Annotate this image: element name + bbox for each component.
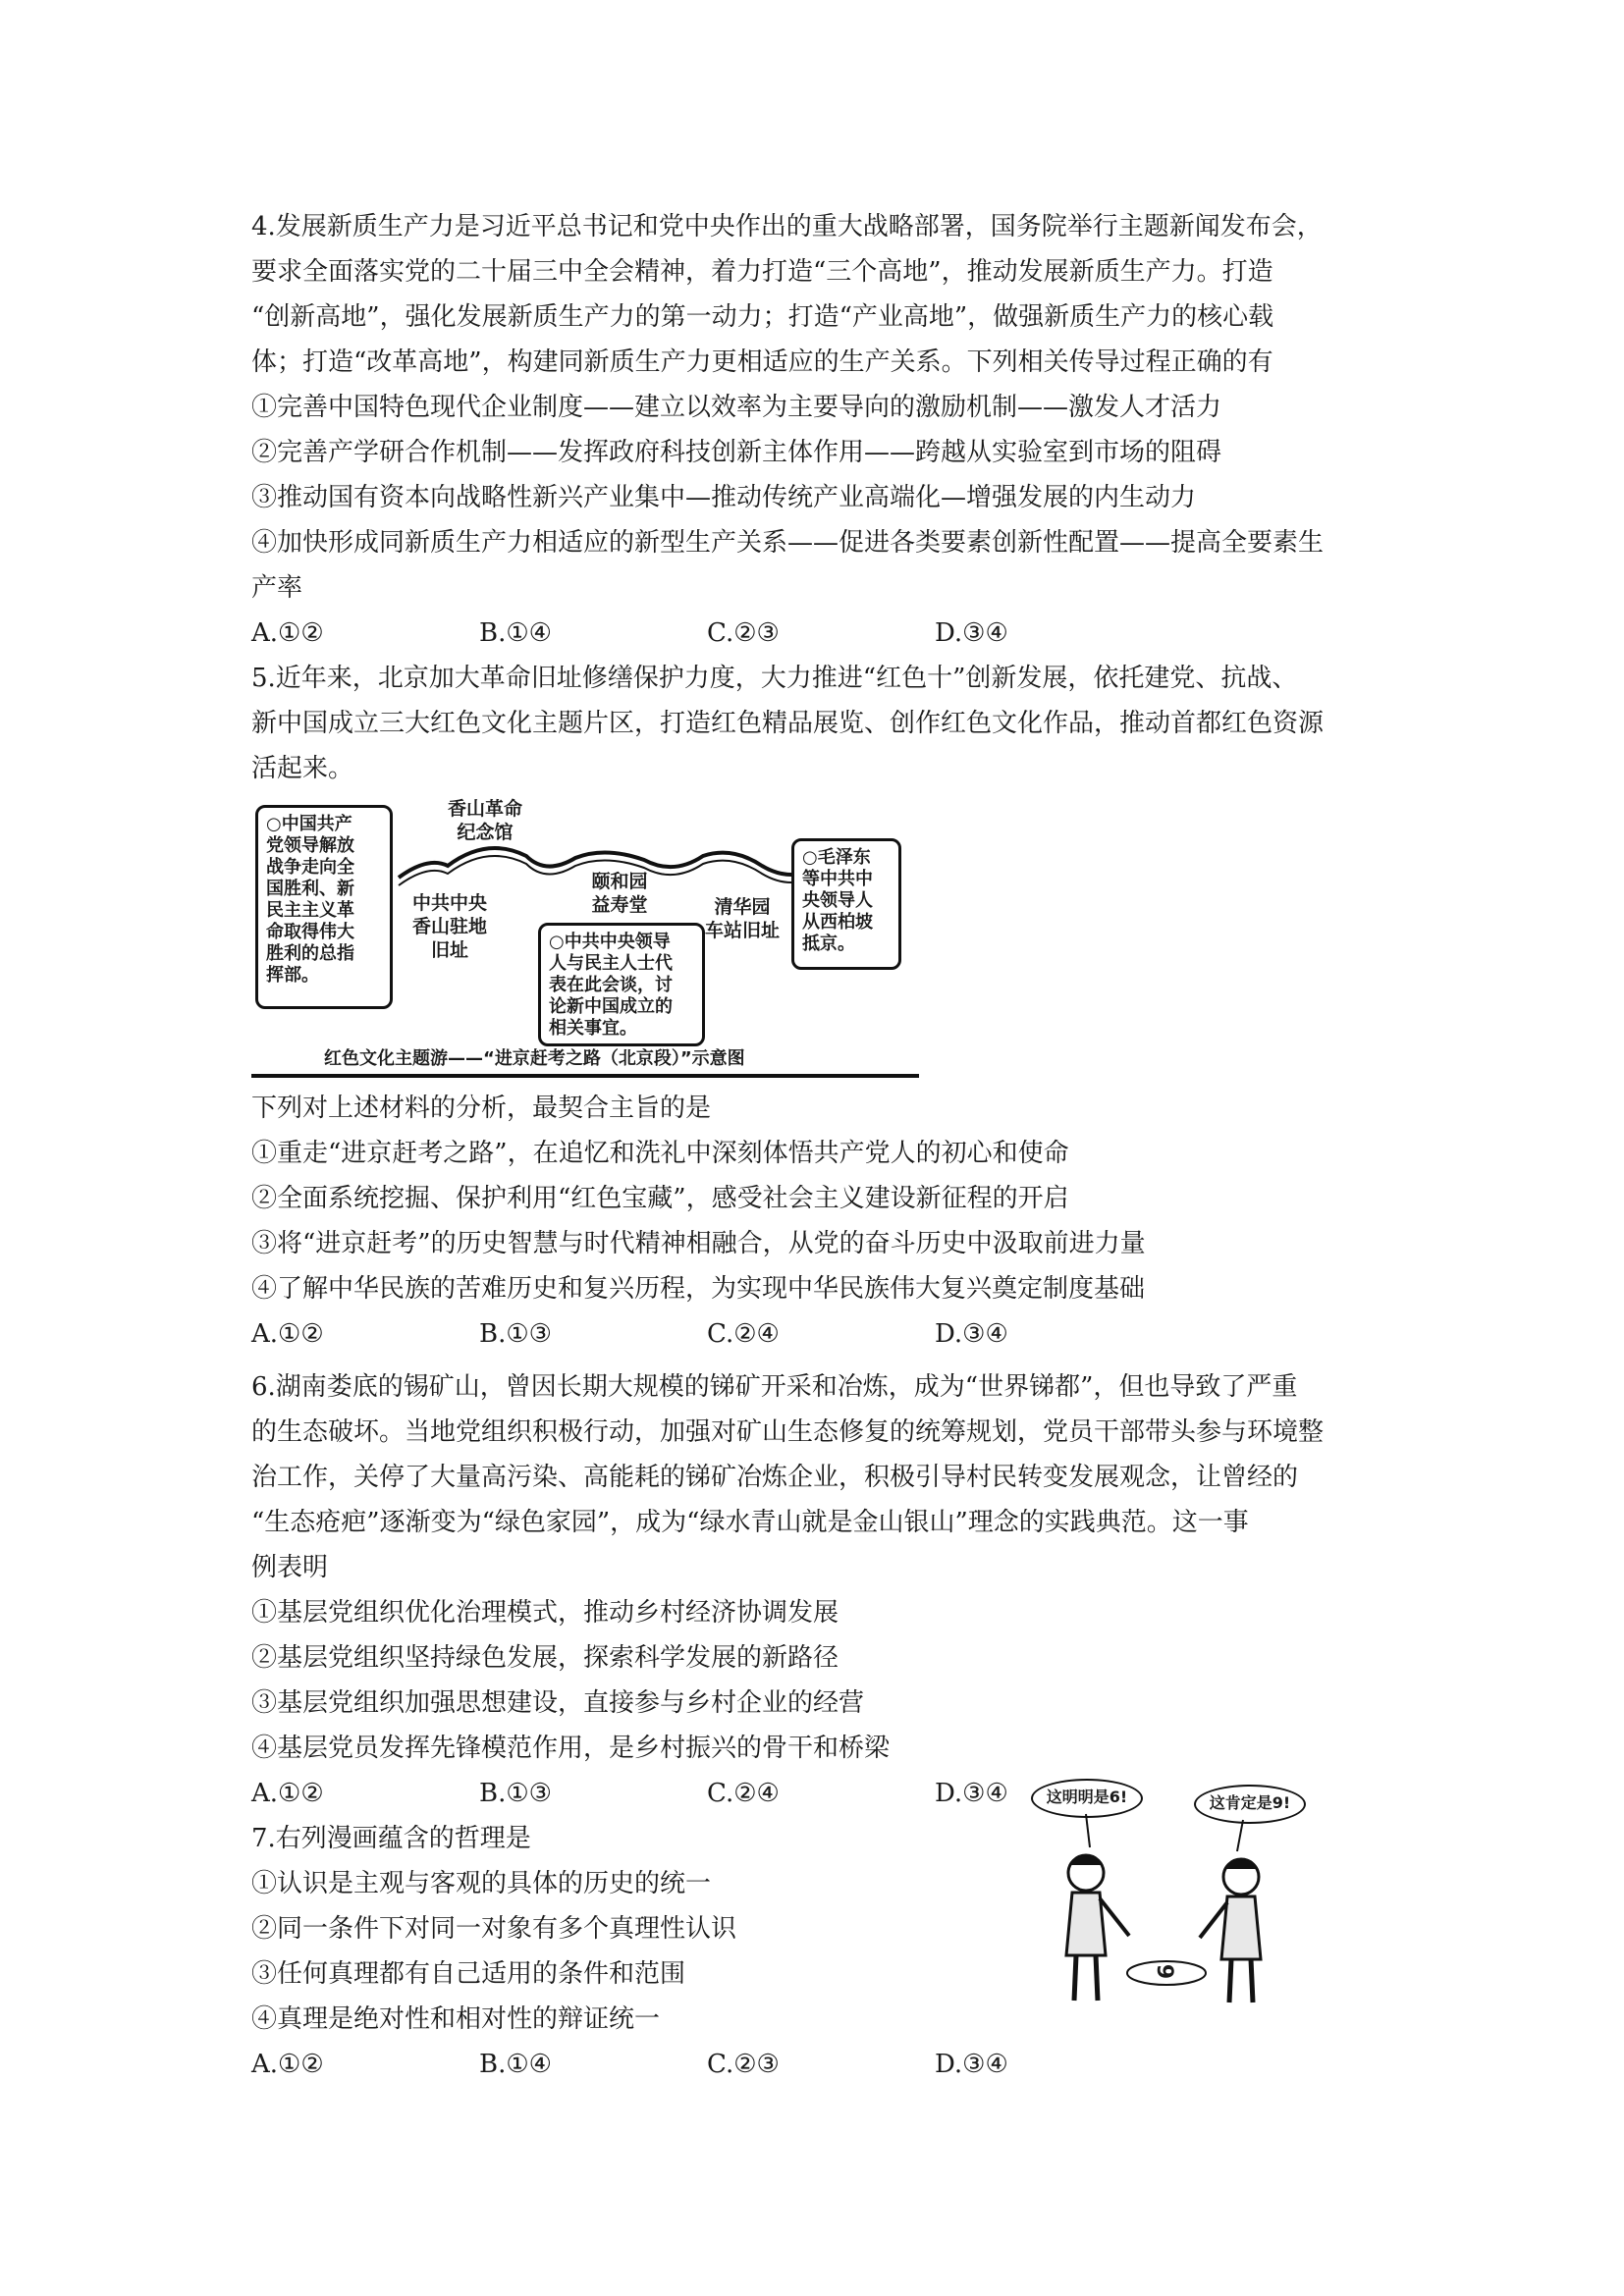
q5-statement-3: ③将“进京赶考”的历史智慧与时代精神相融合，从党的奋斗历史中汲取前进力量: [251, 1229, 1146, 1258]
q4-line: 4.发展新质生产力是习近平总书记和党中央作出的重大战略部署，国务院举行主题新闻发布会，: [251, 212, 1323, 241]
box2-line: 表在此会谈，讨: [549, 975, 673, 995]
question-5: [251, 656, 1390, 791]
question-6: [251, 1364, 1390, 1816]
q4-statement-4: ④加快形成同新质生产力相适应的新型生产关系——促进各类要素创新性配置——提高全要素生: [251, 528, 1325, 558]
box2-line: 论新中国成立的: [549, 996, 673, 1017]
option-a: A.①②: [251, 618, 324, 648]
option-c: C.②④: [707, 1779, 780, 1808]
option-a: A.①②: [251, 2050, 324, 2079]
floor-digit: 9: [1152, 1963, 1177, 1980]
q6-statement-1: ①基层党组织优化治理模式，推动乡村经济协调发展: [251, 1598, 839, 1628]
box1-line: 党领导解放: [266, 835, 354, 856]
stop-xiangshan-museum: [436, 797, 534, 844]
option-b: B.①③: [479, 1779, 552, 1808]
q5-line: 新中国成立三大红色文化主题片区，打造红色精品展览、创作红色文化作品，推动首都红色资源: [251, 709, 1325, 738]
left-speech-bubble: 这明明是6!: [1031, 1779, 1143, 1818]
option-b: B.①③: [479, 1319, 552, 1349]
option-d: D.③④: [935, 618, 1008, 648]
left-person-icon: [1066, 1855, 1129, 2001]
q7-statement-3: ③任何真理都有自己适用的条件和范围: [251, 1959, 686, 1989]
box1-line: 挥部。: [266, 965, 319, 986]
option-a: A.①②: [251, 1319, 324, 1349]
stop1-line: 中共中央: [411, 892, 487, 914]
q7-prompt: 7.右列漫画蕴含的哲理是: [251, 1824, 531, 1853]
q7-statement-2: ②同一条件下对同一对象有多个真理性认识: [251, 1914, 737, 1944]
box3-line: 等中共中: [802, 869, 873, 889]
q5-line: 5.近年来，北京加大革命旧址修缮保护力度，大力推进“红色十”创新发展，依托建党、抗战、: [251, 664, 1298, 693]
q5-statement-1: ①重走“进京赶考之路”，在追忆和洗礼中深刻体悟共产党人的初心和使命: [251, 1139, 1069, 1168]
q6-line: 的生态破坏。当地党组织积极行动，加强对矿山生态修复的统筹规划，党员干部带头参与环境整: [251, 1417, 1325, 1447]
q4-line: 产率: [251, 573, 303, 603]
q6-line: “生态疮疤”逐渐变为“绿色家园”，成为“绿水青山就是金山银山”理念的实践典范。这一事: [251, 1508, 1249, 1537]
q6-line: 治工作，关停了大量高污染、高能耗的锑矿冶炼企业，积极引导村民转变发展观念，让曾经的: [251, 1463, 1299, 1492]
stop-yiheyuan: [575, 870, 664, 917]
callout-box-2: [538, 923, 705, 1046]
right-speech-bubble: 这肯定是9!: [1194, 1785, 1306, 1824]
callout-box-1: [255, 805, 393, 1009]
box2-line: 相关事宜。: [549, 1018, 637, 1039]
box1-line: 国胜利、新: [266, 879, 354, 899]
stop2-line: 香山革命: [447, 798, 522, 820]
q5-statement-2: ②全面系统挖掘、保护利用“红色宝藏”，感受社会主义建设新征程的开启: [251, 1184, 1069, 1213]
stop4-line: 车站旧址: [704, 920, 780, 941]
q5-prompt: 下列对上述材料的分析，最契合主旨的是: [251, 1094, 712, 1123]
stop3-line: 颐和园: [591, 871, 648, 892]
q6-statement-2: ②基层党组织坚持绿色发展，探索科学发展的新路径: [251, 1643, 839, 1673]
box1-line: 民主主义革: [266, 900, 354, 921]
diagram-underline: [251, 1074, 919, 1078]
box2-line: 人与民主人士代: [549, 953, 673, 974]
box1-line: 命取得伟大: [266, 922, 354, 942]
option-d: D.③④: [935, 1319, 1008, 1349]
option-a: A.①②: [251, 1779, 324, 1808]
q6-statement-3: ③基层党组织加强思想建设，直接参与乡村企业的经营: [251, 1688, 865, 1718]
option-b: B.①④: [479, 618, 552, 648]
callout-box-3: [791, 838, 901, 970]
option-c: C.②④: [707, 1319, 780, 1349]
question-4: [251, 204, 1390, 656]
q4-statement-3: ③推动国有资本向战略性新兴产业集中—推动传统产业高端化—增强发展的内生动力: [251, 483, 1197, 512]
q4-line: 体；打造“改革高地”，构建同新质生产力更相适应的生产关系。下列相关传导过程正确的有: [251, 347, 1273, 377]
option-c: C.②③: [707, 2050, 780, 2079]
q6-line: 例表明: [251, 1553, 329, 1582]
option-c: C.②③: [707, 618, 780, 648]
box1-line: 战争走向全: [266, 857, 354, 878]
q7-statement-4: ④真理是绝对性和相对性的辩证统一: [251, 2004, 661, 2034]
right-person-icon: [1200, 1859, 1261, 2002]
question-5-analysis: [251, 1086, 1390, 1357]
route-diagram: [251, 797, 919, 1082]
stop2-line: 纪念馆: [457, 822, 514, 843]
q4-line: “创新高地”，强化发展新质生产力的第一动力；打造“产业高地”，做强新质生产力的核心载: [251, 302, 1274, 332]
stop-qinghuayuan: [693, 895, 791, 942]
q5-line: 活起来。: [251, 754, 354, 783]
diagram-caption: 红色文化主题游——“进京赶考之路（北京段）”示意图: [324, 1048, 745, 1069]
q6-statement-4: ④基层党员发挥先锋模范作用，是乡村振兴的骨干和桥梁: [251, 1734, 891, 1763]
q5-options: [251, 1311, 1390, 1357]
stop4-line: 清华园: [714, 896, 771, 918]
q6-line: 6.湖南娄底的锡矿山，曾因长期大规模的锑矿开采和冶炼，成为“世界锑都”，但也导致了严重: [251, 1372, 1298, 1402]
option-b: B.①④: [479, 2050, 552, 2079]
q7-options: [251, 2042, 1390, 2087]
q4-statement-2: ②完善产学研合作机制——发挥政府科技创新主体作用——跨越从实验室到市场的阻碍: [251, 438, 1222, 467]
stop-xiangshan-site: [401, 891, 499, 962]
q4-statement-1: ①完善中国特色现代企业制度——建立以效率为主要导向的激励机制——激发人才活力: [251, 393, 1222, 422]
box3-line: 从西柏坡: [802, 912, 873, 933]
q5-statement-4: ④了解中华民族的苦难历史和复兴历程，为实现中华民族伟大复兴奠定制度基础: [251, 1274, 1146, 1304]
option-d: D.③④: [935, 2050, 1008, 2079]
option-d: D.③④: [935, 1779, 1008, 1808]
stop3-line: 益寿堂: [591, 894, 648, 916]
stop1-line: 旧址: [430, 939, 468, 961]
q7-statement-1: ①认识是主观与客观的具体的历史的统一: [251, 1869, 712, 1898]
philosophy-cartoon: [1027, 1779, 1312, 2010]
box3-line: 抵京。: [802, 934, 855, 954]
q4-options: [251, 611, 1390, 656]
box3-line: 央领导人: [802, 890, 873, 911]
q4-line: 要求全面落实党的二十届三中全会精神，着力打造“三个高地”，推动发展新质生产力。打造: [251, 257, 1273, 287]
box3-line: ○毛泽东: [802, 847, 871, 868]
box1-line: 胜利的总指: [266, 943, 354, 964]
stop1-line: 香山驻地: [411, 916, 487, 937]
box2-line: ○中共中央领导: [549, 932, 671, 952]
box1-line: ○中国共产: [266, 814, 352, 834]
